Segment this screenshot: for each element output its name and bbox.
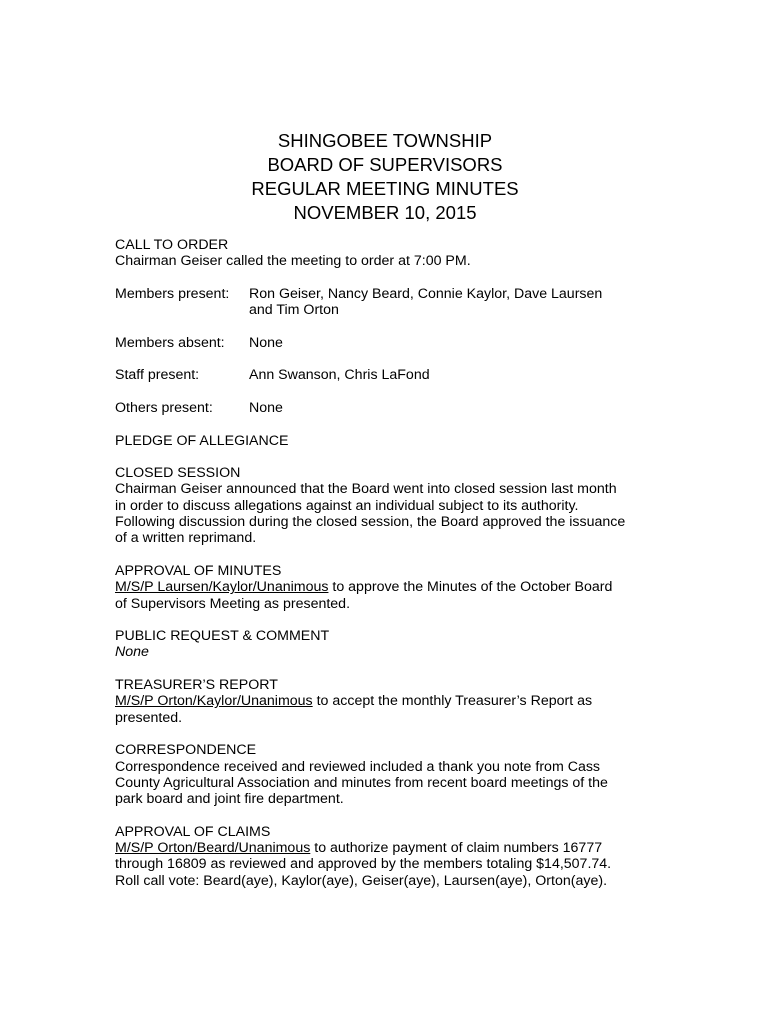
- motion-text: M/S/P Orton/Kaylor/Unanimous: [115, 693, 313, 710]
- section-heading: PLEDGE OF ALLEGIANCE: [115, 432, 289, 449]
- section-correspondence: [115, 742, 675, 807]
- section-public-request: [115, 628, 675, 661]
- section-text: [115, 579, 675, 595]
- section-members-absent: [115, 335, 675, 351]
- section-pledge: [115, 433, 675, 449]
- section-text: presented.: [115, 709, 183, 726]
- minutes-body: [115, 237, 675, 905]
- others-present-label: Others present:: [115, 399, 213, 416]
- members-present-value-1: Ron Geiser, Nancy Beard, Connie Kaylor, Dave Laursen: [249, 285, 603, 302]
- section-heading: APPROVAL OF CLAIMS: [115, 823, 271, 840]
- title-board: BOARD OF SUPERVISORS: [267, 154, 503, 175]
- title-date: NOVEMBER 10, 2015: [293, 202, 477, 223]
- section-others-present: [115, 400, 675, 416]
- section-text: in order to discuss allegations against an individual subject to its authority.: [115, 497, 579, 514]
- section-heading: APPROVAL OF MINUTES: [115, 562, 282, 579]
- section-treasurers-report: [115, 677, 675, 726]
- section-text: County Agricultural Association and minutes from recent board meetings of the: [115, 774, 608, 791]
- title-meeting-type: REGULAR MEETING MINUTES: [251, 178, 519, 199]
- section-text: Roll call vote: Beard(aye), Kaylor(aye), Geiser(aye), Laursen(aye), Orton(aye).: [115, 872, 608, 889]
- section-text: park board and joint fire department.: [115, 791, 344, 808]
- section-approval-of-minutes: [115, 563, 675, 612]
- others-present-value: None: [249, 399, 283, 416]
- members-present-label: Members present:: [115, 285, 230, 302]
- staff-present-value: Ann Swanson, Chris LaFond: [249, 367, 430, 384]
- section-heading: CALL TO ORDER: [115, 237, 229, 253]
- motion-description: to authorize payment of claim numbers 16777: [310, 839, 603, 856]
- section-call-to-order: [115, 237, 675, 270]
- section-text: None: [115, 644, 149, 661]
- members-absent-value: None: [249, 334, 283, 351]
- section-approval-of-claims: [115, 824, 675, 889]
- members-absent-label: Members absent:: [115, 334, 225, 351]
- members-present-value-2: and Tim Orton: [249, 302, 339, 319]
- section-closed-session: [115, 465, 675, 546]
- section-heading: TREASURER’S REPORT: [115, 677, 278, 694]
- motion-text: M/S/P Laursen/Kaylor/Unanimous: [115, 579, 329, 596]
- section-text: through 16809 as reviewed and approved by the members totaling $14,507.74.: [115, 856, 612, 873]
- section-text: [115, 840, 675, 856]
- motion-text: M/S/P Orton/Beard/Unanimous: [115, 839, 311, 856]
- section-staff-present: [115, 367, 675, 383]
- section-text: of a written reprimand.: [115, 530, 257, 547]
- section-text: Following discussion during the closed session, the Board approved the issuance: [115, 514, 626, 531]
- section-text: [115, 693, 675, 709]
- section-text: Chairman Geiser announced that the Board went into closed session last month: [115, 481, 617, 498]
- section-text: Correspondence received and reviewed included a thank you note from Cass: [115, 758, 601, 775]
- section-heading: PUBLIC REQUEST & COMMENT: [115, 628, 330, 645]
- section-text: of Supervisors Meeting as presented.: [115, 595, 351, 612]
- section-heading: CORRESPONDENCE: [115, 742, 257, 759]
- title-township: SHINGOBEE TOWNSHIP: [277, 130, 493, 151]
- motion-description: to accept the monthly Treasurer’s Report as: [312, 693, 593, 710]
- motion-description: to approve the Minutes of the October Board: [328, 579, 613, 596]
- section-text: Chairman Geiser called the meeting to order at 7:00 PM.: [115, 253, 471, 270]
- section-members-present: [115, 286, 675, 319]
- document-title: [0, 129, 770, 225]
- section-heading: CLOSED SESSION: [115, 465, 241, 482]
- staff-present-label: Staff present:: [115, 367, 200, 384]
